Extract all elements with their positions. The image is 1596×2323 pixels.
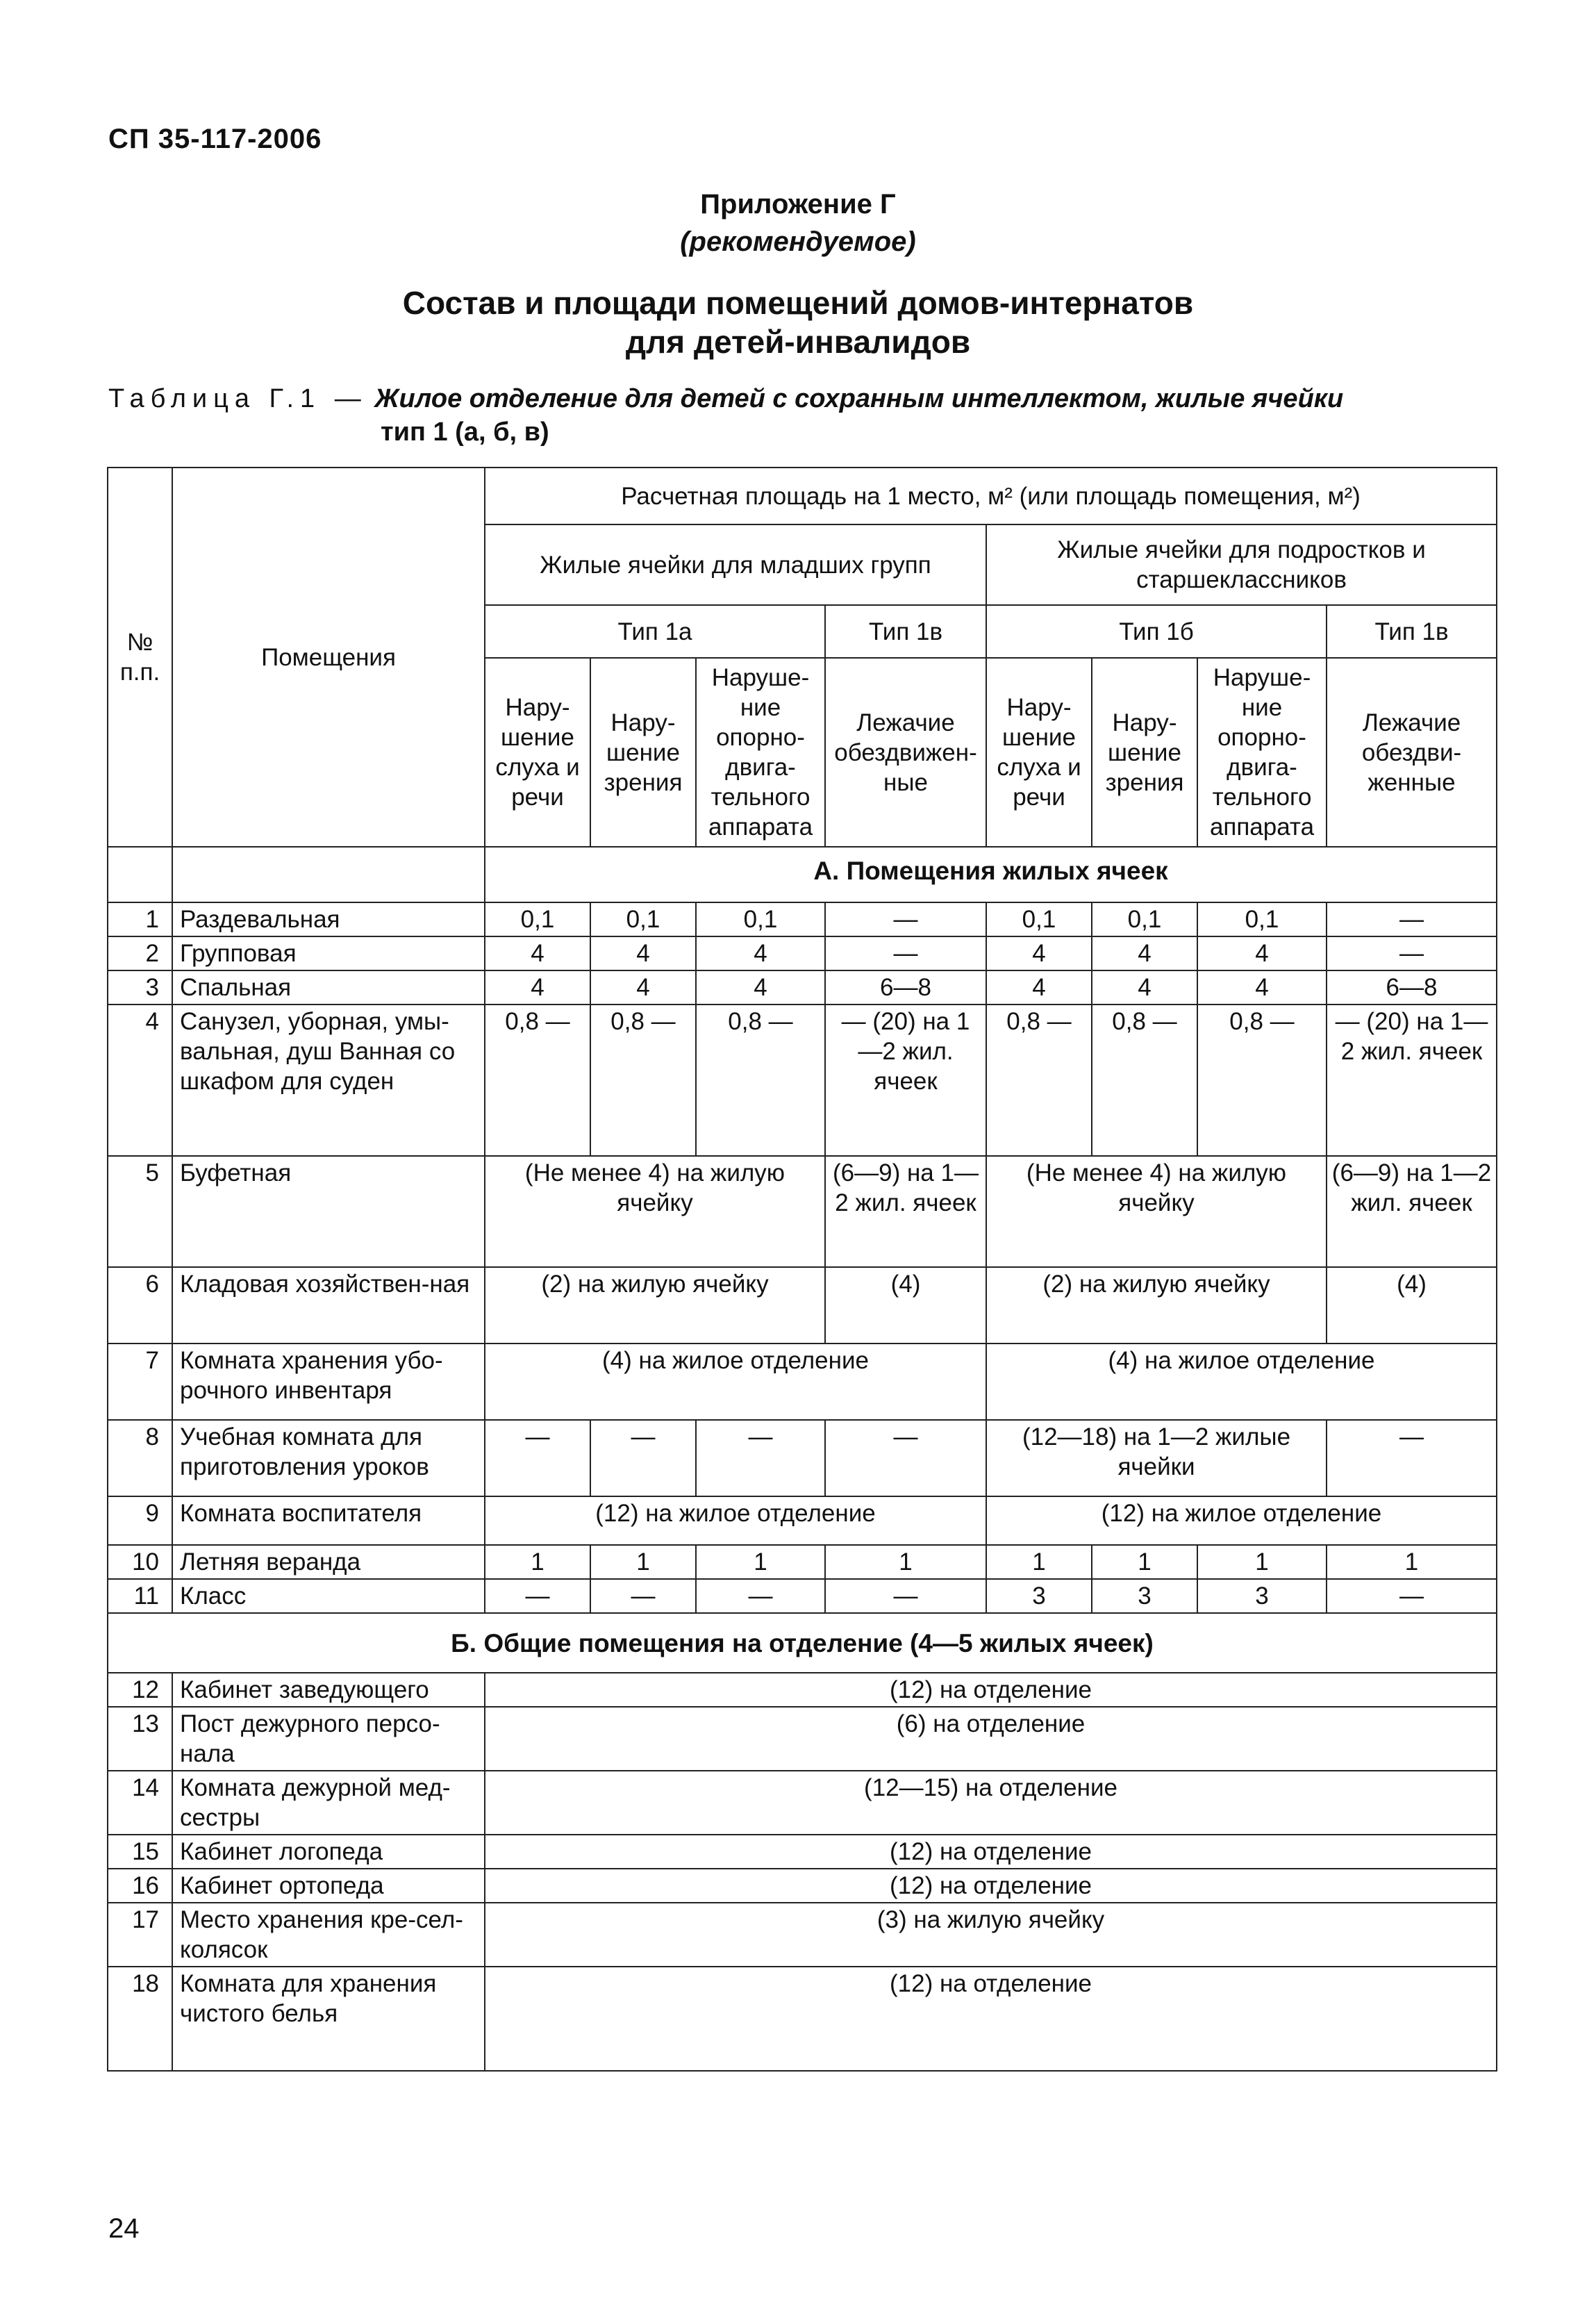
row-name: Санузел, уборная, умы-вальная, душ Ванная со шкафом для суден xyxy=(172,1005,485,1156)
section-a-title: А. Помещения жилых ячеек xyxy=(485,847,1497,902)
cell: (6) на отделение xyxy=(485,1707,1497,1771)
cell: (12) на отделение xyxy=(485,1869,1497,1903)
row-number: 1 xyxy=(108,902,172,936)
cell: — xyxy=(825,1579,986,1613)
cell: 0,8 — xyxy=(696,1005,825,1156)
table-row xyxy=(108,1267,1497,1344)
row-name: Кладовая хозяйствен-ная xyxy=(172,1267,485,1344)
table-row xyxy=(108,1869,1497,1903)
main-title-line-2: для детей-инвалидов xyxy=(625,324,971,360)
table-row xyxy=(108,1835,1497,1869)
table-row xyxy=(108,1967,1497,2071)
header-type-1v-teen: Тип 1в xyxy=(1327,605,1497,658)
table-row xyxy=(108,1156,1497,1267)
cell: 0,8 — xyxy=(1197,1005,1327,1156)
cell: 0,1 xyxy=(1092,902,1197,936)
header-bedridden: Лежачие обездвижен-ные xyxy=(825,658,986,847)
cell: (6—9) на 1—2 жил. ячеек xyxy=(1327,1156,1497,1267)
table-row xyxy=(108,1420,1497,1496)
cell: (12—18) на 1—2 жилые ячейки xyxy=(986,1420,1327,1496)
cell: 1 xyxy=(590,1545,696,1579)
cell: 1 xyxy=(696,1545,825,1579)
cell: — xyxy=(1327,902,1497,936)
cell: 4 xyxy=(986,970,1092,1005)
cell: (4) xyxy=(825,1267,986,1344)
table-row xyxy=(108,1496,1497,1545)
row-name: Комната дежурной мед-сестры xyxy=(172,1771,485,1835)
table-row xyxy=(108,1673,1497,1707)
row-name: Летняя веранда xyxy=(172,1545,485,1579)
row-name: Кабинет заведующего xyxy=(172,1673,485,1707)
cell: — xyxy=(1327,1579,1497,1613)
cell: 1 xyxy=(1092,1545,1197,1579)
table-row xyxy=(108,1005,1497,1156)
row-number: 12 xyxy=(108,1673,172,1707)
table-label: Таблица Г.1 — xyxy=(108,384,367,413)
cell: 4 xyxy=(485,970,590,1005)
header-type-1b: Тип 1б xyxy=(986,605,1327,658)
header-area: Расчетная площадь на 1 место, м² (или площадь помещения, м²) xyxy=(485,468,1497,524)
row-name: Комната воспитателя xyxy=(172,1496,485,1545)
main-title-line-1: Состав и площади помещений домов-интернатов xyxy=(402,285,1194,321)
section-b-title: Б. Общие помещения на отделение (4—5 жилых ячеек) xyxy=(108,1613,1497,1673)
table-row xyxy=(108,1579,1497,1613)
appendix-status: (рекомендуемое) xyxy=(680,226,916,257)
row-name: Групповая xyxy=(172,936,485,970)
cell: 4 xyxy=(590,970,696,1005)
cell: 3 xyxy=(1197,1579,1327,1613)
row-number: 8 xyxy=(108,1420,172,1496)
row-number: 9 xyxy=(108,1496,172,1545)
cell: (4) на жилое отделение xyxy=(485,1344,986,1420)
cell: — xyxy=(825,936,986,970)
cell: 3 xyxy=(1092,1579,1197,1613)
row-number: 15 xyxy=(108,1835,172,1869)
table-caption-line-2: тип 1 (а, б, в) xyxy=(381,418,549,447)
row-number: 6 xyxy=(108,1267,172,1344)
appendix-title: Приложение Г xyxy=(700,189,896,220)
header-motor: Наруше-ние опорно-двига-тельного аппарата xyxy=(696,658,825,847)
header-number: № п.п. xyxy=(108,468,172,847)
header-type-1v: Тип 1в xyxy=(825,605,986,658)
row-name: Кабинет логопеда xyxy=(172,1835,485,1869)
cell: — xyxy=(696,1420,825,1496)
table-row xyxy=(108,1545,1497,1579)
row-name: Пост дежурного персо-нала xyxy=(172,1707,485,1771)
row-number: 13 xyxy=(108,1707,172,1771)
table-row xyxy=(108,936,1497,970)
cell: — xyxy=(825,902,986,936)
row-number: 17 xyxy=(108,1903,172,1967)
cell: 0,1 xyxy=(590,902,696,936)
header-vision: Нару-шение зрения xyxy=(590,658,696,847)
row-number: 5 xyxy=(108,1156,172,1267)
table-row xyxy=(108,1707,1497,1771)
header-hearing-teen: Нару-шение слуха и речи xyxy=(986,658,1092,847)
page-number: 24 xyxy=(108,2213,140,2244)
table-row xyxy=(108,1771,1497,1835)
document-code: СП 35-117-2006 xyxy=(108,124,322,154)
row-name: Кабинет ортопеда xyxy=(172,1869,485,1903)
cell: 0,8 — xyxy=(986,1005,1092,1156)
cell: — xyxy=(590,1579,696,1613)
header-type-1a: Тип 1а xyxy=(485,605,825,658)
cell: 6—8 xyxy=(825,970,986,1005)
header-group-teen: Жилые ячейки для подростков и старшеклассников xyxy=(986,524,1497,605)
table-row xyxy=(108,902,1497,936)
row-number: 3 xyxy=(108,970,172,1005)
cell: (12) на жилое отделение xyxy=(986,1496,1497,1545)
row-name: Комната хранения убо-рочного инвентаря xyxy=(172,1344,485,1420)
cell: (12) на жилое отделение xyxy=(485,1496,986,1545)
cell: 1 xyxy=(485,1545,590,1579)
cell: 0,8 — xyxy=(1092,1005,1197,1156)
cell: (3) на жилую ячейку xyxy=(485,1903,1497,1967)
cell: — (20) на 1—2 жил. ячеек xyxy=(1327,1005,1497,1156)
row-number: 18 xyxy=(108,1967,172,2071)
table-row xyxy=(108,970,1497,1005)
cell: — xyxy=(485,1579,590,1613)
row-number: 16 xyxy=(108,1869,172,1903)
cell: (2) на жилую ячейку xyxy=(485,1267,825,1344)
cell: 0,8 — xyxy=(485,1005,590,1156)
cell: — xyxy=(696,1579,825,1613)
row-name: Раздевальная xyxy=(172,902,485,936)
cell: 0,1 xyxy=(986,902,1092,936)
row-number: 10 xyxy=(108,1545,172,1579)
cell: (6—9) на 1—2 жил. ячеек xyxy=(825,1156,986,1267)
cell: 3 xyxy=(986,1579,1092,1613)
header-bedridden-teen: Лежачие обездви-женные xyxy=(1327,658,1497,847)
table-caption-text: Жилое отделение для детей с сохранным интеллектом, жилые ячейки xyxy=(374,384,1344,413)
cell: 1 xyxy=(825,1545,986,1579)
row-name: Спальная xyxy=(172,970,485,1005)
main-title xyxy=(0,283,1596,361)
header-group-young: Жилые ячейки для младших групп xyxy=(485,524,986,605)
cell: — xyxy=(1327,936,1497,970)
header-hearing: Нару-шение слуха и речи xyxy=(485,658,590,847)
cell: (Не менее 4) на жилую ячейку xyxy=(485,1156,825,1267)
cell: (Не менее 4) на жилую ячейку xyxy=(986,1156,1327,1267)
cell: (12) на отделение xyxy=(485,1673,1497,1707)
cell: (4) на жилое отделение xyxy=(986,1344,1497,1420)
rooms-table xyxy=(107,467,1497,2072)
cell: 4 xyxy=(696,936,825,970)
cell: — xyxy=(825,1420,986,1496)
cell: 4 xyxy=(1197,936,1327,970)
cell: 4 xyxy=(1092,936,1197,970)
cell: — xyxy=(590,1420,696,1496)
row-name: Комната для хранения чистого белья xyxy=(172,1967,485,2071)
cell: 0,1 xyxy=(485,902,590,936)
cell: 1 xyxy=(986,1545,1092,1579)
cell: 4 xyxy=(1197,970,1327,1005)
row-name: Буфетная xyxy=(172,1156,485,1267)
row-name: Класс xyxy=(172,1579,485,1613)
cell: (2) на жилую ячейку xyxy=(986,1267,1327,1344)
cell: 1 xyxy=(1197,1545,1327,1579)
cell: (12) на отделение xyxy=(485,1835,1497,1869)
cell: (4) xyxy=(1327,1267,1497,1344)
cell: 4 xyxy=(1092,970,1197,1005)
cell: 4 xyxy=(696,970,825,1005)
cell: (12—15) на отделение xyxy=(485,1771,1497,1835)
row-name: Место хранения кре-сел-колясок xyxy=(172,1903,485,1967)
row-number: 14 xyxy=(108,1771,172,1835)
row-number: 11 xyxy=(108,1579,172,1613)
cell: 4 xyxy=(485,936,590,970)
table-row xyxy=(108,1344,1497,1420)
section-a-spacer xyxy=(108,847,172,902)
cell: 1 xyxy=(1327,1545,1497,1579)
cell: 6—8 xyxy=(1327,970,1497,1005)
table-caption xyxy=(108,382,1497,449)
cell: 0,8 — xyxy=(590,1005,696,1156)
cell: (12) на отделение xyxy=(485,1967,1497,2071)
header-rooms: Помещения xyxy=(172,468,485,847)
row-number: 2 xyxy=(108,936,172,970)
cell: 4 xyxy=(590,936,696,970)
cell: — xyxy=(1327,1420,1497,1496)
cell: — (20) на 1—2 жил. ячеек xyxy=(825,1005,986,1156)
header-motor-teen: Наруше-ние опорно-двига-тельного аппарата xyxy=(1197,658,1327,847)
row-number: 4 xyxy=(108,1005,172,1156)
row-name: Учебная комната для приготовления уроков xyxy=(172,1420,485,1496)
row-number: 7 xyxy=(108,1344,172,1420)
cell: — xyxy=(485,1420,590,1496)
cell: 0,1 xyxy=(696,902,825,936)
section-a-spacer xyxy=(172,847,485,902)
cell: 4 xyxy=(986,936,1092,970)
table-row xyxy=(108,1903,1497,1967)
cell: 0,1 xyxy=(1197,902,1327,936)
header-vision-teen: Нару-шение зрения xyxy=(1092,658,1197,847)
